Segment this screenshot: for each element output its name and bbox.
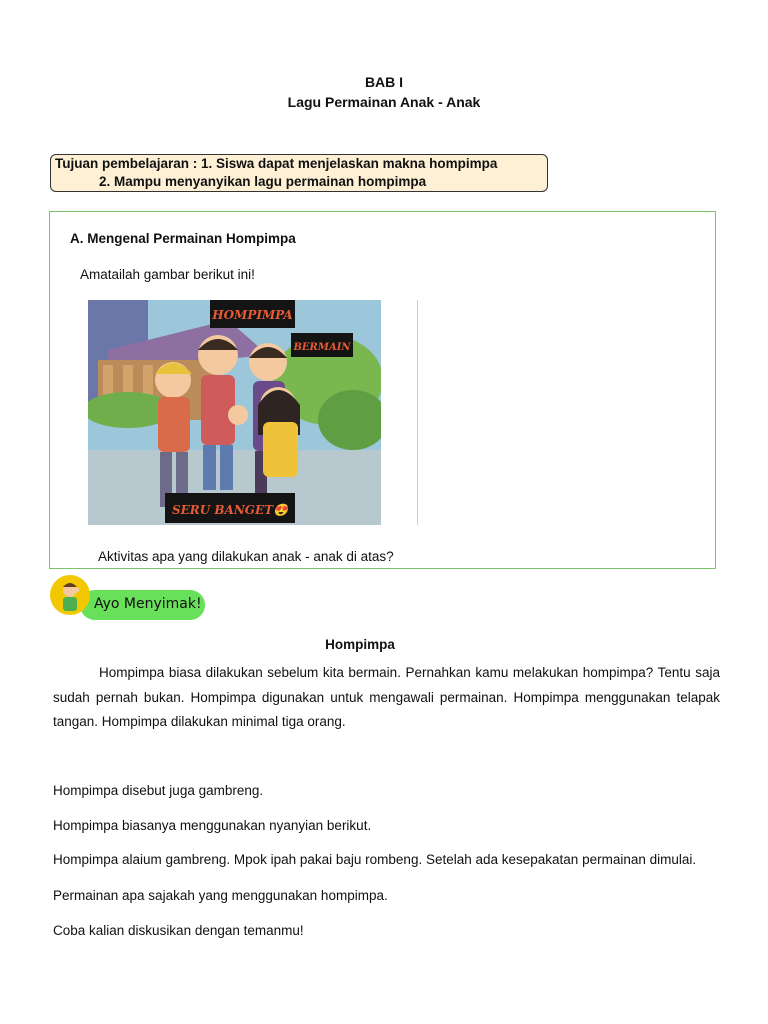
listening-kid-icon [50, 575, 90, 615]
objectives-box [50, 154, 548, 192]
reading-line-5: Coba kalian diskusikan dengan temanmu! [53, 923, 304, 938]
chapter-label: BAB I [364, 74, 404, 90]
reading-line-4: Permainan apa sajakah yang menggunakan hompimpa. [53, 888, 388, 903]
section-a-instruction: Amatailah gambar berikut ini! [80, 267, 255, 282]
reading-paragraph [53, 661, 720, 735]
reading-line-1: Hompimpa disebut juga gambreng. [53, 783, 264, 798]
objective-line-2: 2. Mampu menyanyikan lagu permainan hompimpa [99, 174, 427, 189]
page-title: Lagu Permainan Anak - Anak [287, 94, 481, 110]
reading-line-3: Hompimpa alaium gambreng. Mpok ipah pakai baju rombeng. Setelah ada kesepakatan permainan dimulai. [53, 852, 697, 867]
image-label-hompimpa: HOMPIMPA [212, 308, 293, 322]
ayo-menyimak-badge: Ayo Menyimak! [80, 590, 205, 620]
objective-line-1: Tujuan pembelajaran : 1. Siswa dapat menjelaskan makna hompimpa [55, 156, 498, 171]
reading-title: Hompimpa [325, 637, 395, 652]
reading-line-2: Hompimpa biasanya menggunakan nyanyian berikut. [53, 818, 372, 833]
image-label-bermain: BERMAIN [293, 342, 351, 353]
divider-line [417, 300, 418, 525]
reading-paragraph-text: Hompimpa biasa dilakukan sebelum kita bermain. Pernahkan kamu melakukan hompimpa? Tentu saja sudah pernah bukan. Hompimpa digunakan untuk mengawali permainan. Hompimpa menggunakan telapak tangan. Hompimpa dilakukan minimal tiga orang. [53, 665, 720, 729]
section-a-title: A. Mengenal Permainan Hompimpa [70, 231, 296, 246]
section-a-question: Aktivitas apa yang dilakukan anak - anak di atas? [98, 549, 394, 564]
hompimpa-illustration [88, 300, 381, 525]
image-label-seru-banget: SERU BANGET😍 [171, 503, 289, 517]
